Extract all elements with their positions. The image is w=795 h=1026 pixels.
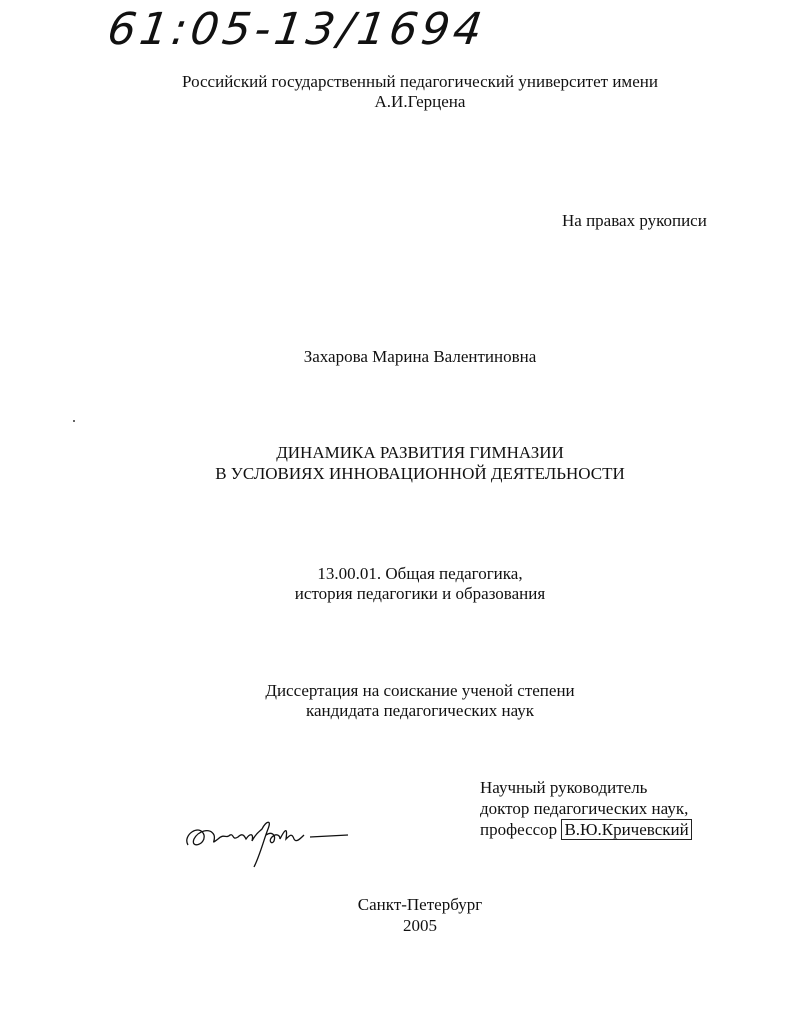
specialty-line-2: история педагогики и образования [294,584,546,603]
scan-speck [73,420,75,422]
year: 2005 [403,916,437,935]
supervisor-role: Научный руководитель [480,778,648,797]
manuscript-note: На правах рукописи [562,211,707,230]
specialty-line-1: 13.00.01. Общая педагогика, [317,564,523,583]
author-signature [180,805,360,875]
title-line-1: ДИНАМИКА РАЗВИТИЯ ГИМНАЗИИ [276,443,564,462]
catalog-number-handwritten: 61:05-13/1694 [104,4,490,55]
institution-line-1: Российский государственный педагогический университет имени [182,72,658,91]
supervisor-degree: доктор педагогических наук, [480,799,689,818]
city: Санкт-Петербург [357,895,483,914]
author-name: Захарова Марина Валентиновна [303,347,537,366]
degree-line-1: Диссертация на соискание ученой степени [265,681,575,700]
supervisor-title-line [480,819,692,840]
title-line-2: В УСЛОВИЯХ ИННОВАЦИОННОЙ ДЕЯТЕЛЬНОСТИ [215,464,625,483]
supervisor-name: В.Ю.Кричевский [561,819,691,840]
degree-line-2: кандидата педагогических наук [305,701,535,720]
institution-line-2: А.И.Герцена [374,92,466,111]
supervisor-title: профессор [480,820,558,839]
